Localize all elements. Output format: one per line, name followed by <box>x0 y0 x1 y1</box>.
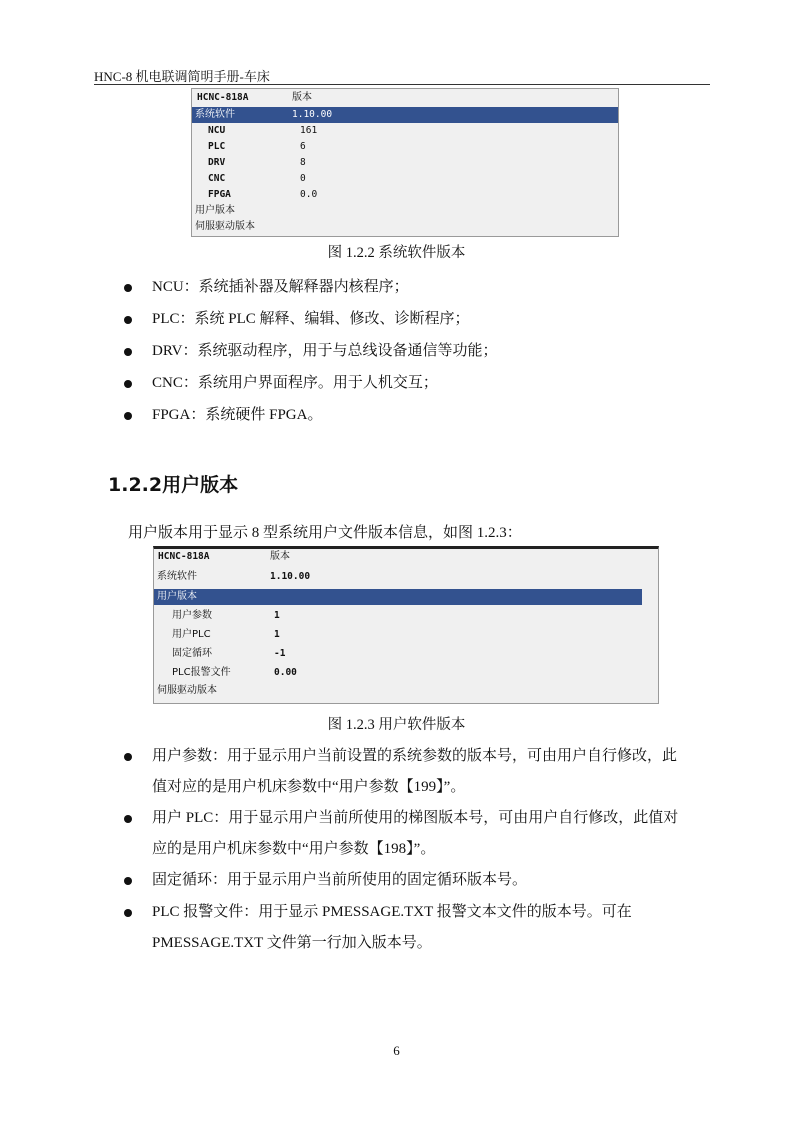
panel-header-row <box>154 549 658 565</box>
row-value: 6 <box>300 141 306 152</box>
row-value: -1 <box>274 648 286 659</box>
page-number: 6 <box>393 1043 400 1058</box>
bullet-icon <box>124 316 132 324</box>
row-label: 固定循环 <box>172 648 212 659</box>
list-item-text: FPGA：系统硬件 FPGA。 <box>152 407 323 423</box>
row-label: 用户版本 <box>195 205 235 216</box>
panel-header-row <box>192 90 618 106</box>
row-label: FPGA <box>208 189 231 200</box>
list-item-text: 用户 PLC：用于显示用户当前所使用的梯图版本号，可由用户自行修改，此值对 <box>152 810 679 826</box>
table-row[interactable] <box>154 608 658 624</box>
row-label: NCU <box>208 125 226 136</box>
list-item-text: 用户参数：用于显示用户当前设置的系统参数的版本号，可由用户自行修改，此 <box>152 748 678 764</box>
table-row[interactable] <box>192 155 618 171</box>
bullet-icon <box>124 412 132 420</box>
table-row[interactable] <box>192 123 618 139</box>
list-item-text: DRV：系统驱动程序，用于与总线设备通信等功能； <box>152 343 498 359</box>
page-header-title: HNC-8 机电联调简明手册-车床 <box>94 69 270 84</box>
row-value: 0 <box>300 173 306 184</box>
bullet-icon <box>124 909 132 917</box>
row-label: 用户PLC <box>172 629 211 640</box>
row-label: CNC <box>208 173 226 184</box>
intro-paragraph: 用户版本用于显示 8 型系统用户文件版本信息，如图 1.2.3： <box>128 525 522 541</box>
table-row[interactable] <box>192 219 618 235</box>
row-label: DRV <box>208 157 226 168</box>
row-value: 1 <box>274 629 280 640</box>
table-row[interactable] <box>154 627 658 643</box>
row-value: 0.00 <box>274 667 297 678</box>
figure-caption: 图 1.2.3 用户软件版本 <box>327 717 466 733</box>
table-row[interactable] <box>154 569 658 585</box>
list-item-text: CNC：系统用户界面程序。用于人机交互； <box>152 375 438 391</box>
row-label: 系统软件 <box>157 571 197 582</box>
bullet-icon <box>124 284 132 292</box>
table-row[interactable] <box>154 646 658 662</box>
row-label: 系统软件 <box>195 109 235 120</box>
row-value: 1 <box>274 610 280 621</box>
column-header-version: 版本 <box>292 92 312 103</box>
table-row[interactable] <box>154 665 658 681</box>
row-value: 161 <box>300 125 318 136</box>
section-heading: 1.2.2用户版本 <box>108 474 239 496</box>
table-row[interactable] <box>192 107 618 123</box>
row-value: 0.0 <box>300 189 318 200</box>
list-item-text-cont: PMESSAGE.TXT 文件第一行加入版本号。 <box>152 935 432 951</box>
list-item-text-cont: 应的是用户机床参数中“用户参数【198】”。 <box>152 841 436 857</box>
table-row[interactable] <box>192 187 618 203</box>
row-label: 用户版本 <box>157 591 197 602</box>
list-item-text: NCU：系统插补器及解释器内核程序； <box>152 279 409 295</box>
bullet-icon <box>124 348 132 356</box>
list-item-text: PLC：系统 PLC 解释、编辑、修改、诊断程序； <box>152 311 470 327</box>
bullet-icon <box>124 380 132 388</box>
list-item-text-cont: 值对应的是用户机床参数中“用户参数【199】”。 <box>152 779 466 795</box>
header-divider <box>94 84 710 85</box>
bullet-icon <box>124 815 132 823</box>
list-item-text: 固定循环：用于显示用户当前所使用的固定循环版本号。 <box>152 872 528 888</box>
table-row[interactable] <box>192 203 618 219</box>
figure-caption: 图 1.2.2 系统软件版本 <box>327 245 466 261</box>
column-header-version: 版本 <box>270 551 290 562</box>
table-row[interactable] <box>192 139 618 155</box>
row-label: 伺服驱动版本 <box>157 685 217 696</box>
row-value: 1.10.00 <box>270 571 311 582</box>
row-value: 1.10.00 <box>292 109 333 120</box>
bullet-icon <box>124 753 132 761</box>
bullet-icon <box>124 877 132 885</box>
table-row[interactable] <box>192 171 618 187</box>
row-value: 8 <box>300 157 306 168</box>
user-version-panel <box>153 546 659 704</box>
table-row[interactable] <box>154 683 658 699</box>
row-label: PLC报警文件 <box>172 667 231 678</box>
column-header-model: HCNC-818A <box>197 92 249 103</box>
list-item-text: PLC 报警文件：用于显示 PMESSAGE.TXT 报警文本文件的版本号。可在 <box>152 904 632 920</box>
row-label: 伺服驱动版本 <box>195 221 255 232</box>
column-header-model: HCNC-818A <box>158 551 210 562</box>
table-row[interactable] <box>154 589 642 605</box>
row-label: 用户参数 <box>172 610 212 621</box>
row-label: PLC <box>208 141 226 152</box>
system-version-panel <box>191 88 619 237</box>
